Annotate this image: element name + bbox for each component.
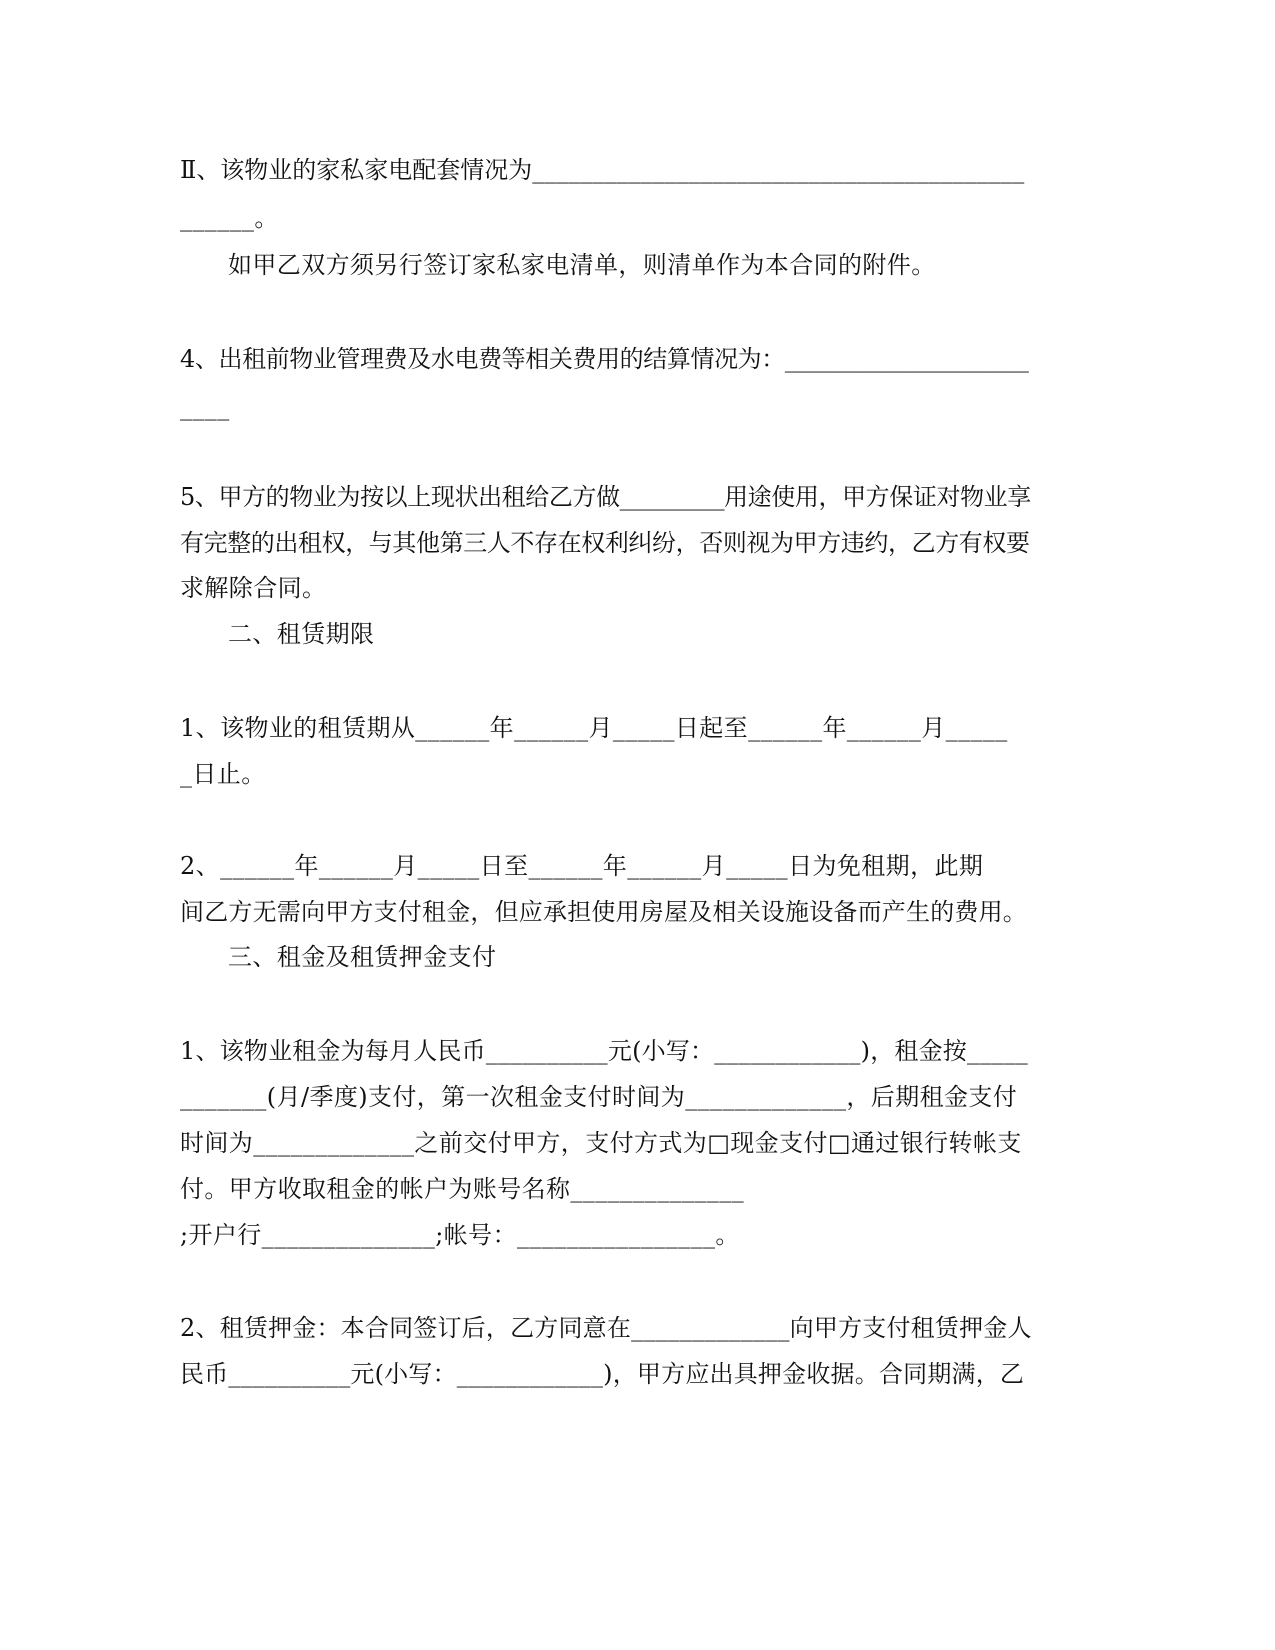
rent-clause-line-4: 付。甲方收取租金的帐户为账号名称______________ (180, 1175, 744, 1203)
clause-3-2-furniture: Ⅱ、该物业的家私家电配套情况为_________________________________________ (180, 156, 1025, 184)
clause-4-continued: ____ (180, 393, 230, 421)
lease-term-continued: _日止。 (180, 760, 266, 788)
clause-5-line-2: 有完整的出租权，与其他第三人不存在权利纠纷，否则视为甲方违约，乙方有权要 (180, 529, 1030, 557)
rent-free-clause: 2、______年______月_____日至______年______月_____日为免租期，此期 (180, 852, 984, 880)
lease-term-clause: 1、该物业的租赁期从______年______月_____日起至______年______月_____ (180, 714, 1008, 742)
deposit-clause-line-2: 民币__________元(小写：____________)，甲方应出具押金收据。合同期满，乙 (180, 1360, 1025, 1388)
rent-clause: 1、该物业租金为每月人民币__________元(小写：____________)，租金按_____ (180, 1037, 1028, 1065)
section-3-heading: 三、租金及租赁押金支付 (228, 943, 497, 971)
section-2-heading: 二、租赁期限 (228, 620, 375, 648)
rent-clause-line-3: 时间为_____________之前交付甲方，支付方式为□现金支付□通过银行转帐支 (180, 1129, 1022, 1157)
rent-clause-line-2: _______(月/季度)支付，第一次租金支付时间为_____________，后期租金支付 (180, 1083, 1018, 1111)
deposit-clause: 2、租赁押金：本合同签订后，乙方同意在_____________向甲方支付租赁押金人 (180, 1314, 1032, 1342)
clause-5-usage: 5、甲方的物业为按以上现状出租给乙方做_________用途使用，甲方保证对物业享 (180, 483, 1031, 511)
clause-5-line-3: 求解除合同。 (180, 574, 327, 602)
rent-free-line-2: 间乙方无需向甲方支付租金，但应承担使用房屋及相关设施设备而产生的费用。 (180, 898, 1027, 926)
clause-4-fees: 4、出租前物业管理费及水电费等相关费用的结算情况为：_____________________ (180, 345, 1029, 373)
rent-clause-line-5: ;开户行______________;帐号：________________。 (180, 1221, 740, 1249)
clause-3-2-continued: ______。 (180, 204, 279, 232)
furniture-list-note: 如甲乙双方须另行签订家私家电清单，则清单作为本合同的附件。 (228, 251, 936, 279)
